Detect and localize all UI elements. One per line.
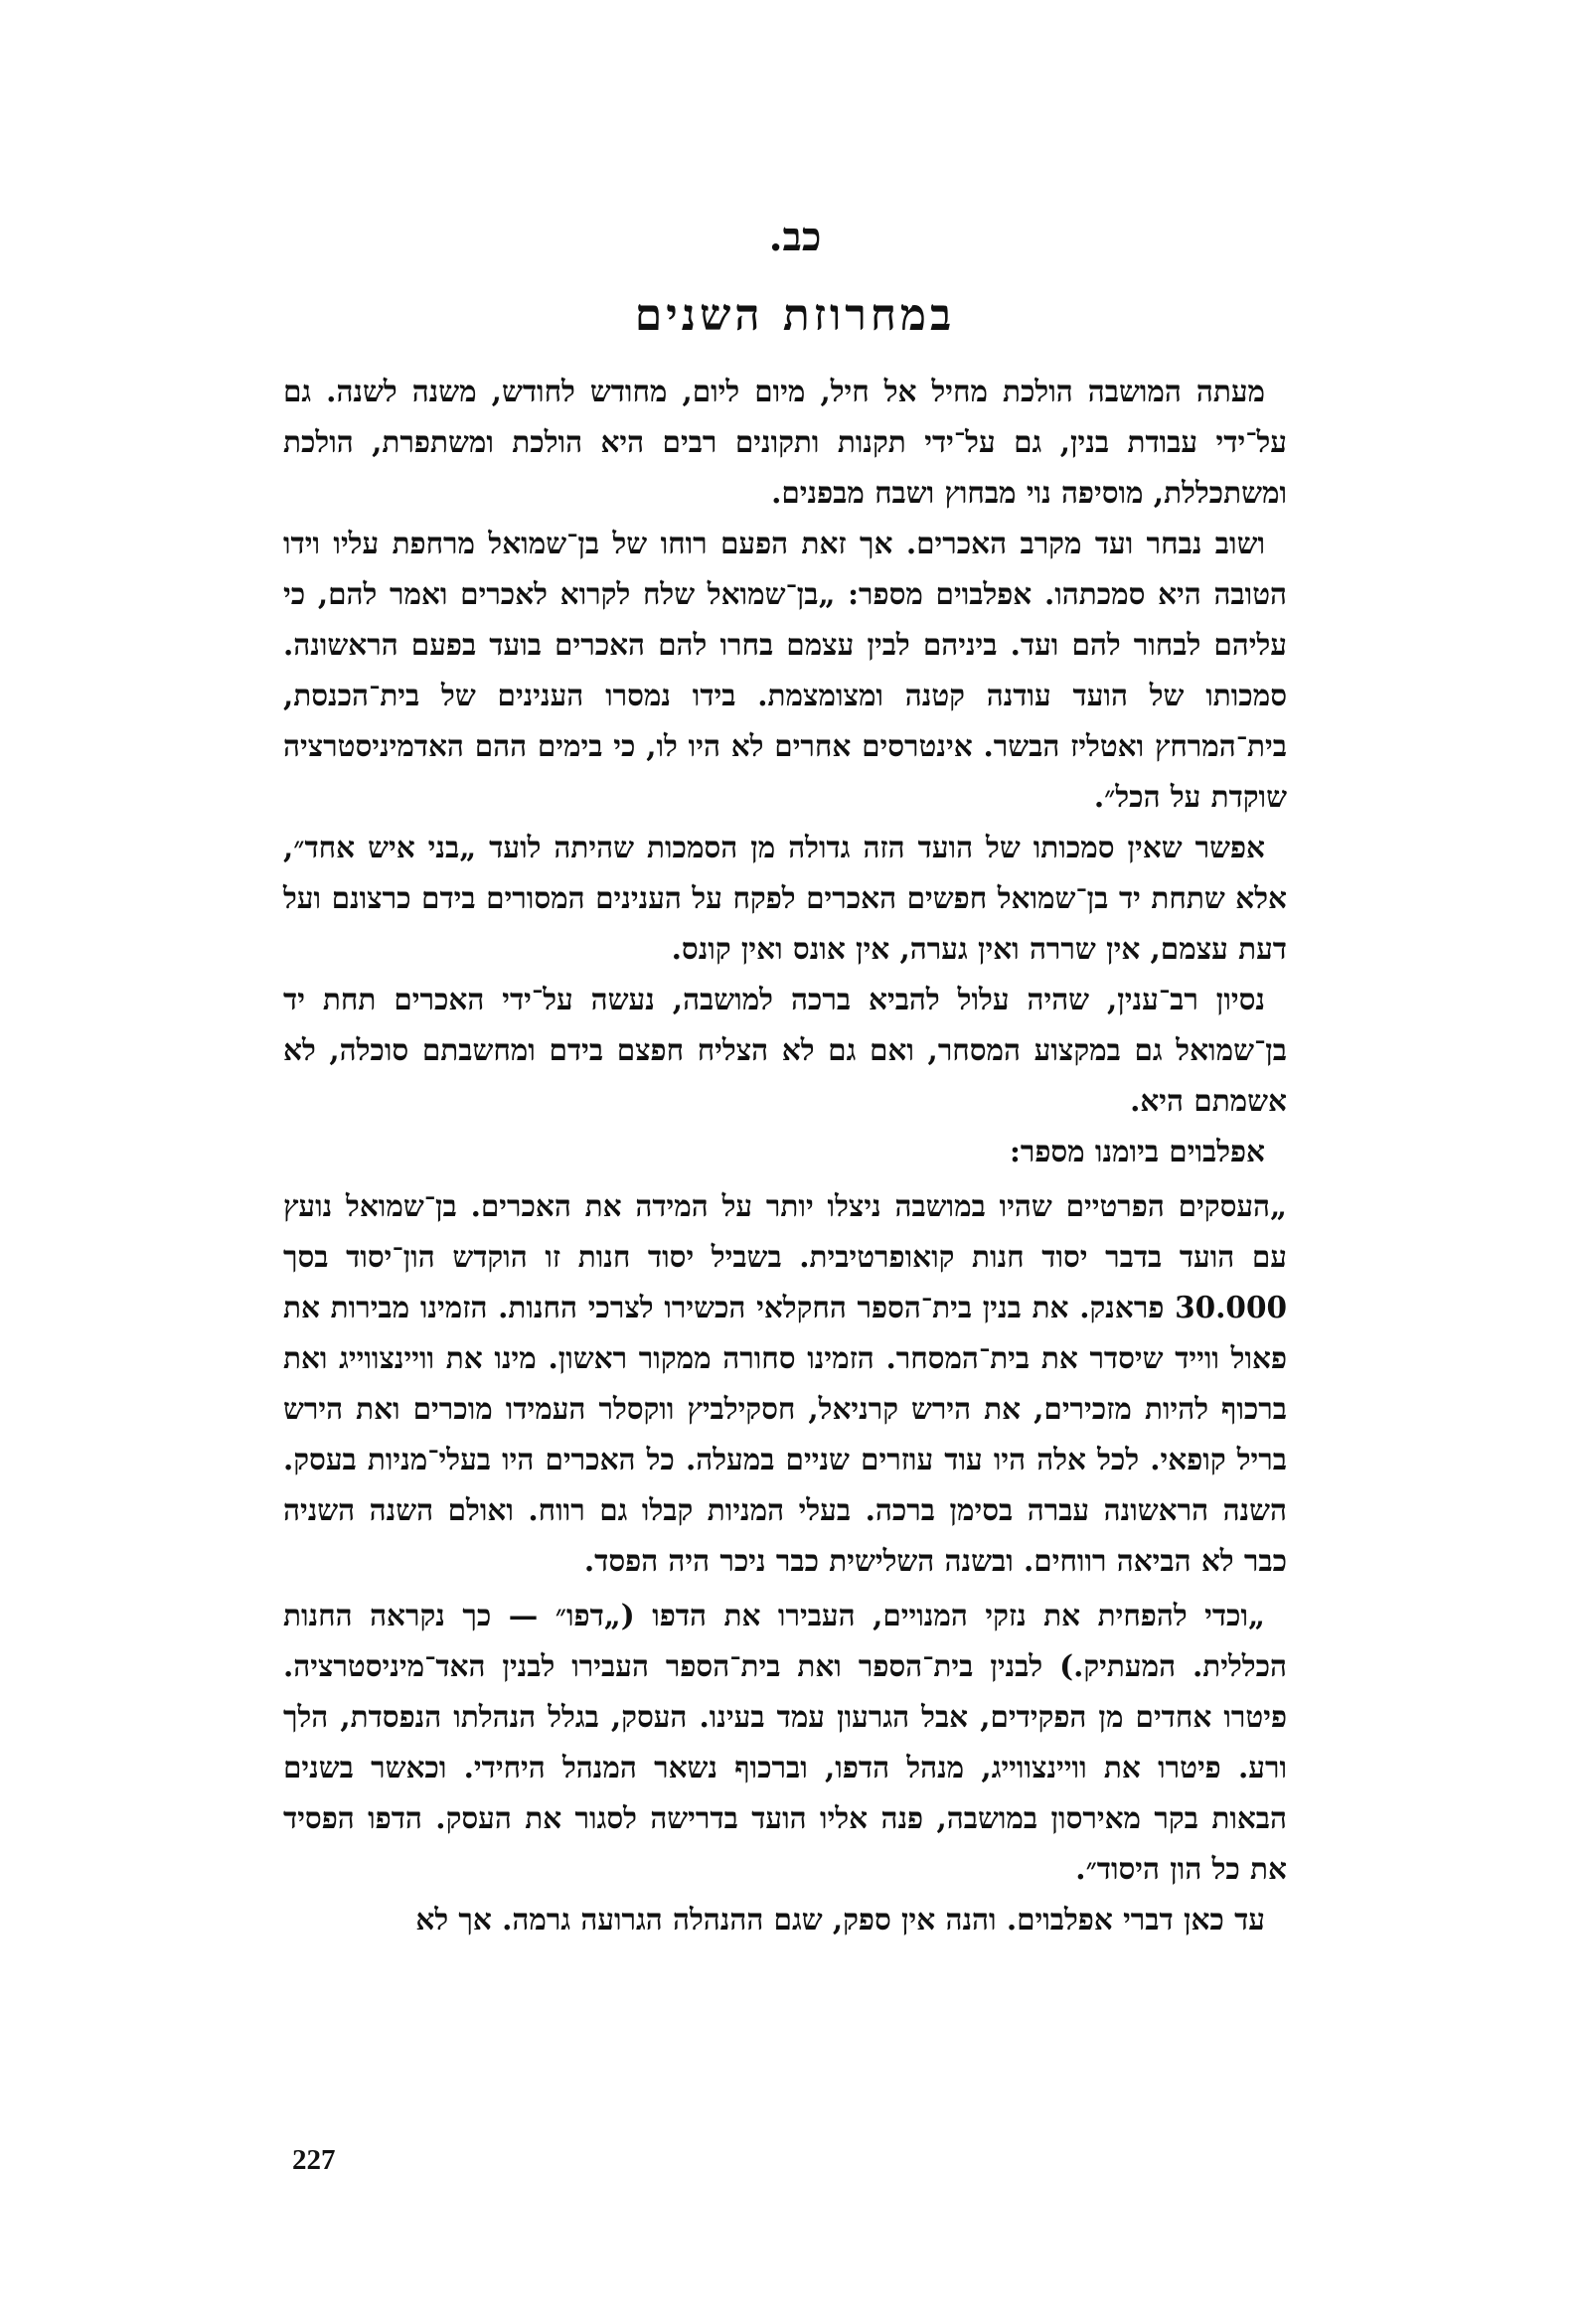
paragraph: ושוב נבחר ועד מקרב האכרים. אך זאת הפעם רוחו של בן־שמואל מרחפת עליו וידו הטובה היא סמכתהו. אפלבוים מספר: „בן־שמואל שלח לקרוא לאכרים ואמר להם, כי עליהם לבחור להם ועד. ביניהם לבין עצמם בחרו להם האכרים בועד בפעם הראשונה. סמכותו של הועד עודנה קטנה ומצומצמת. בידו נמסרו הענינים של בית־הכנסת, בית־המרחץ ואטליז הבשר. אינטרסים אחרים לא היו לו, כי בימים ההם האדמיניסטרציה שוקדת על הכל״. — [283, 526, 1287, 814]
quoted-paragraph: „העסקים הפרטיים שהיו במושבה ניצלו יותר על המידה את האכרים. בן־שמואל נועץ עם הועד בדבר יסוד חנות קואופרטיבית. בשביל יסוד חנות זו הוקדש הון־יסוד בסך 30.000 פראנק. את בנין בית־הספר החקלאי הכשירו לצרכי החנות. הזמינו מבירות את פאול ווייד שיסדר את בית־המסחר. הזמינו סחורה ממקור ראשון. מינו את וויינצווייג ואת ברכוף להיות מזכירים, את הירש קרניאל, חסקילביץ ווקסלר העמידו מוכרים ואת הירש בריל קופאי. לכל אלה היו עוד עוזרים שניים במעלה. כל האכרים היו בעלי־מניות בעסק. השנה הראשונה עברה בסימן ברכה. בעלי המניות קבלו גם רווח. ואולם השנה השניה כבר לא הביאה רווחים. ובשנה השלישית כבר ניכר היה הפסד. — [283, 1188, 1287, 1578]
body-text — [283, 366, 1287, 1944]
paragraph: עד כאן דברי אפלבוים. והנה אין ספק, שגם ההנהלה הגרועה גרמה. אך לא — [415, 1902, 1265, 1937]
paragraph: נסיון רב־ענין, שהיה עלול להביא ברכה למושבה, נעשה על־ידי האכרים תחת יד בן־שמואל גם במקצוע המסחר, ואם גם לא הצליח חפצם בידם ומחשבתם סוכלה, לא אשמתם היא. — [283, 982, 1287, 1118]
paragraph: אפשר שאין סמכותו של הועד הזה גדולה מן הסמכות שהיתה לועד „בני איש אחד״, אלא שתחת יד בן־שמואל חפשים האכרים לפקח על הענינים המסורים בידם כרצונם ועל דעת עצמם, אין שררה ואין גערה, אין אונס ואין קונס. — [283, 830, 1287, 966]
page-number: 227 — [292, 2144, 336, 2176]
paragraph: אפלבוים ביומנו מספר: — [1009, 1134, 1265, 1168]
chapter-number: כב. — [768, 214, 822, 260]
paragraph: מעתה המושבה הולכת מחיל אל חיל, מיום ליום, מחודש לחודש, משנה לשנה. גם על־ידי עבודת בנין, גם על־ידי תקנות ותקונים רבים היא הולכת ומשתפרת, הולכת ומשתכללת, מוסיפה נוי מבחוץ ושבח מבפנים. — [283, 374, 1287, 510]
chapter-title: במחרוזת השנים — [634, 290, 956, 341]
quoted-paragraph: „וכדי להפחית את נזקי המנויים, העבירו את הדפו („דפו״ — כך נקראה החנות הכללית. המעתיק.) לבנין בית־הספר ואת בית־הספר העבירו לבנין האד־מיניסטרציה. פיטרו אחדים מן הפקידים, אבל הגרעון עמד בעינו. העסק, בגלל הנהלתו הנפסדת, הלך ורע. פיטרו את וויינצווייג, מנהל הדפו, וברכוף נשאר המנהל היחידי. וכאשר בשנים הבאות בקר מאירסון במושבה, פנה אליו הועד בדרישה לסגור את העסק. הדפו הפסיד את כל הון היסוד״. — [283, 1598, 1287, 1886]
